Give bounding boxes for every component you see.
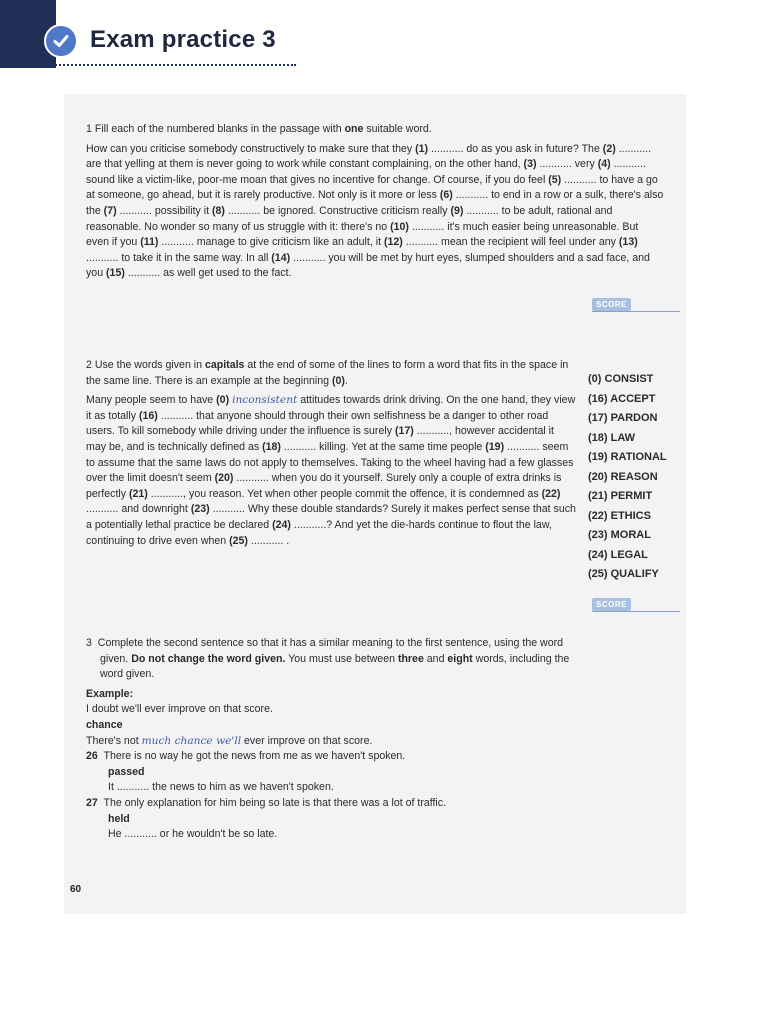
exercise-2 xyxy=(86,358,576,549)
exercise-2-passage xyxy=(86,393,576,549)
blank-number: (22) xyxy=(541,487,561,500)
title-divider xyxy=(0,64,296,66)
passage-text: ........... do as you ask in future? The xyxy=(428,142,603,155)
score-box xyxy=(592,298,680,312)
passage-text: ........... as well get used to the fact. xyxy=(124,267,292,280)
blank-number: (1) xyxy=(415,142,429,155)
passage-text: ........... to take it in the same way. In all xyxy=(86,251,272,264)
passage-text: ........... when you do it yourself. Surely only a couple of extra drinks is perfectly xyxy=(86,472,562,500)
capitals-word: (21) PERMIT xyxy=(588,490,653,502)
blank-number: (25) xyxy=(229,534,248,547)
blank-number: (23) xyxy=(190,503,210,516)
checkmark-badge xyxy=(44,24,78,58)
question-number: 26 xyxy=(86,750,98,763)
passage-text: Many people seem to have xyxy=(86,394,217,407)
exercise-1-instruction: 1 Fill each of the numbered blanks in the passage with one suitable word. xyxy=(86,123,432,135)
passage-text: ........... possibility it xyxy=(116,204,212,217)
passage-text: ........... are that yelling at them is never going to work while constant complaining, on the other hand, xyxy=(86,142,652,171)
blank-number: (18) xyxy=(262,440,281,453)
exercise-3 xyxy=(86,636,586,843)
blank-number: (12) xyxy=(383,236,403,249)
capitals-word: (0) CONSIST xyxy=(588,373,654,385)
page-title: Exam practice 3 xyxy=(90,26,276,53)
passage-text: ........... to be adult, rational and reasonable. No wonder so many of us struggle with it: there's no xyxy=(86,204,613,233)
passage-text: ........... seem to assume that the same laws do not apply to themselves. Taking to the wheel having had a few glasses over the limit doesn't seem xyxy=(86,440,574,485)
question-26-answer-line: It ........... the news to him as we haven't spoken. xyxy=(108,781,334,794)
exercise-1 xyxy=(86,122,664,282)
question-27-word: held xyxy=(108,812,130,825)
passage-text: ........... . xyxy=(247,534,290,547)
passage-text: ..........., however accidental it may be, and is technically defined as xyxy=(86,425,554,453)
blank-number: (16) xyxy=(139,409,158,422)
exercise-number: 1 xyxy=(86,123,92,135)
passage-text: ........... mean the recipient will feel under any xyxy=(402,236,619,249)
blank-number: (17) xyxy=(394,425,414,438)
passage-text: ...........? And yet the die-hards continue to flout the law, continuing to drive even when xyxy=(86,518,552,547)
passage-text: ........... you will be met by hurt eyes, slumped shoulders and a sad face, and you xyxy=(86,251,650,280)
example-label: Example: xyxy=(86,687,134,700)
exercise-number: 3 xyxy=(86,637,92,649)
blank-number: (21) xyxy=(128,487,148,500)
exercise-3-instruction: 3 Complete the second sentence so that it has a similar meaning to the first sentence, using the word given. Do not change the word given. You must use between three and eight words, including the word given. xyxy=(86,637,570,681)
blank-number: (11) xyxy=(140,236,159,249)
blank-number: (6) xyxy=(439,189,453,202)
passage-text: ........... sound like a victim-like, poor-me moan that gives no incentive for change. Of course, if you do feel xyxy=(86,158,647,186)
passage-text: ........... to have a go at someone, go ahead, but it is rarely productive. Not only is it more or less xyxy=(86,173,658,202)
example-answer-text: inconsistent xyxy=(232,394,298,407)
blank-number: (3) xyxy=(523,158,537,171)
score-label: SCORE xyxy=(592,298,631,311)
blank-number: (19) xyxy=(485,440,505,453)
capitals-word: (20) REASON xyxy=(588,470,658,483)
blank-number: (7) xyxy=(103,204,117,217)
blank-number: (4) xyxy=(597,158,611,171)
exercise-2-instruction: 2 Use the words given in capitals at the end of some of the lines to form a word that fits in the space in the same line. There is an example at the beginning (0). xyxy=(86,359,569,387)
capitals-word: (24) LEGAL xyxy=(588,548,648,561)
capitals-word: (18) LAW xyxy=(588,431,636,444)
blank-number: (9) xyxy=(450,204,464,217)
page-number: 60 xyxy=(70,884,82,895)
passage-text: ........... that anyone should through their own selfishness be a danger to other road users. To kill somebody while driving under the influence is surely xyxy=(86,409,549,438)
score-box xyxy=(592,598,680,612)
blank-number: (20) xyxy=(214,472,234,485)
question-number: 27 xyxy=(86,796,98,809)
example-answer: There's not much chance we'll ever improve on that score. xyxy=(86,734,373,747)
blank-number: (0) xyxy=(216,394,230,407)
blank-number: (8) xyxy=(212,204,225,217)
passage-text: How can you criticise somebody constructively to make sure that they xyxy=(86,142,416,155)
capitals-word-list xyxy=(588,370,698,585)
exercise-number: 2 xyxy=(86,359,92,371)
passage-text: ........... Why these double standards? Surely it makes perfect sense that such a potentially lethal practice be declared xyxy=(86,503,576,531)
passage-text: ........... very xyxy=(536,158,598,171)
passage-text: ........... killing. Yet at the same time people xyxy=(280,440,486,453)
example-sentence: I doubt we'll ever improve on that score. xyxy=(86,703,273,716)
blank-number: (14) xyxy=(271,251,291,264)
passage-text: ........... and downright xyxy=(86,503,191,516)
capitals-word: (17) PARDON xyxy=(588,412,658,424)
exercise-1-passage xyxy=(86,142,664,282)
example-answer-text: much chance we'll xyxy=(141,734,242,747)
passage-text: ..........., you reason. Yet when other people commit the offence, it is condemned as xyxy=(147,487,542,500)
blank-number: (10) xyxy=(390,220,409,233)
passage-text: ........... to end in a row or a sulk, there's also the xyxy=(86,189,664,217)
question-26: 26 There is no way he got the news from me as we haven't spoken. xyxy=(86,750,406,763)
capitals-word: (16) ACCEPT xyxy=(588,392,656,405)
passage-text: attitudes towards drink driving. On the one hand, they view it as totally xyxy=(86,394,576,422)
example-word: chance xyxy=(86,718,123,731)
capitals-word: (19) RATIONAL xyxy=(588,451,667,463)
capitals-word: (23) MORAL xyxy=(588,529,651,541)
passage-text: ........... manage to give criticism like an adult, it xyxy=(158,236,384,249)
blank-number: (2) xyxy=(602,142,616,155)
capitals-word: (25) QUALIFY xyxy=(588,568,659,580)
passage-text: ........... it's much easier being unreasonable. But even if you xyxy=(86,220,639,249)
checkmark-icon xyxy=(51,31,71,51)
blank-number: (5) xyxy=(548,173,562,186)
capitals-word: (22) ETHICS xyxy=(588,509,651,522)
blank-number: (24) xyxy=(272,518,291,531)
score-label: SCORE xyxy=(592,598,631,611)
question-27: 27 The only explanation for him being so late is that there was a lot of traffic. xyxy=(86,796,447,809)
blank-number: (13) xyxy=(618,236,638,249)
passage-text: ........... be ignored. Constructive criticism really xyxy=(224,204,451,217)
question-26-word: passed xyxy=(108,765,145,778)
blank-number: (15) xyxy=(106,267,125,280)
question-27-answer-line: He ........... or he wouldn't be so late. xyxy=(108,828,278,841)
